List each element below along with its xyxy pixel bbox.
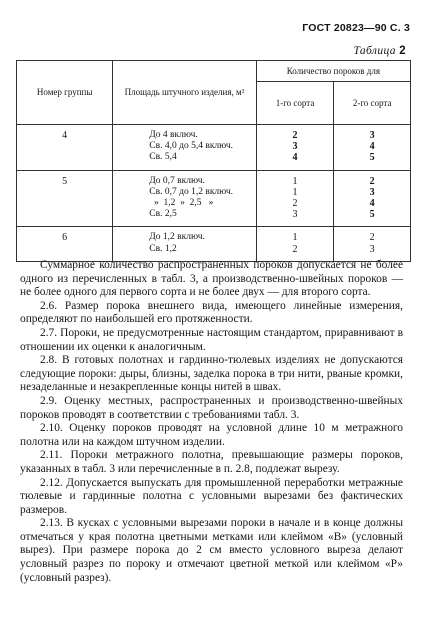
grade2-count: 4 (369, 198, 375, 210)
grade2-count: 5 (369, 152, 375, 164)
grade1-count: 2 (292, 243, 298, 255)
grade2-count: 4 (369, 141, 375, 153)
area-cell (113, 125, 256, 171)
grade1-count: 1 (292, 186, 298, 198)
grade1-cell (256, 125, 334, 171)
grade2-cell (334, 125, 411, 171)
paragraph: 2.10. Оценку пороков проводят на условной длине 10 м метражного полотна или на каждом штучном изделии. (20, 422, 403, 448)
grade1-count: 3 (292, 209, 298, 221)
paragraph: 2.13. В кусках с условными вырезами пороки в начале и в конце должны отмечаться у края полотна цветными метками или клеймом «В» (условный вырез). При размере порока до 2 см вместо условного выреза делают условный разрез по пороку и отмечают цветной меткой или клеймом «Р» (условный разрез). (20, 517, 403, 584)
paragraph: 2.7. Пороки, не предусмотренные настоящим стандартом, приравнивают в отношении их оценки к аналогичным. (20, 326, 403, 353)
grade2-count: 3 (369, 186, 375, 198)
grade1-count: 2 (292, 130, 298, 141)
area-cell (113, 227, 256, 261)
area-range: Св. 2,5 (149, 209, 177, 220)
table-caption-word: Таблица (353, 45, 396, 57)
area-range: Св. 1,2 (149, 243, 177, 254)
area-range: До 1,2 включ. (149, 232, 205, 243)
grade1-count: 2 (292, 198, 298, 210)
area-cell (113, 170, 256, 227)
grade2-count: 2 (369, 175, 375, 187)
table-row (17, 125, 411, 171)
grade2-count: 3 (369, 130, 375, 141)
grade2-cell (334, 170, 411, 227)
area-range: До 0,7 включ. (149, 175, 205, 186)
grade1-cell (256, 227, 334, 261)
header-grade1: 1-го сорта (256, 82, 334, 125)
group-number: 5 (17, 170, 113, 227)
area-range: Св. 5,4 (149, 152, 177, 163)
paragraph: 2.9. Оценку местных, распространенных и производственно-швейных пороков проводят в соответствии с требованиями табл. 3. (20, 394, 403, 421)
body-text (20, 259, 403, 585)
paragraph: 2.6. Размер порока внешнего вида, имеющего линейные измерения, определяют по наибольшей его протяженности. (20, 299, 403, 326)
grade1-count: 1 (292, 232, 298, 244)
grade2-count: 2 (369, 232, 375, 244)
header-count: Количество пороков для (256, 61, 410, 82)
paragraph: 2.8. В готовых полотнах и гардинно-тюлевых изделиях не допускаются следующие пороки: дыры, близны, заделка порока в три нити, рваные кромки, незаделанные и незакрепленные концы нитей в швах. (20, 354, 403, 394)
defects-table (16, 60, 411, 262)
grade2-cell (334, 227, 411, 261)
table-row (17, 170, 411, 227)
area-range: До 4 включ. (149, 130, 198, 140)
table-caption-number: 2 (399, 45, 406, 57)
group-number: 6 (17, 227, 113, 261)
group-number: 4 (17, 125, 113, 171)
area-range: Св. 0,7 до 1,2 включ. (149, 186, 234, 197)
table-caption (353, 45, 406, 57)
grade1-count: 1 (292, 175, 298, 187)
paragraph: 2.11. Пороки метражного полотна, превышающие размеры пороков, указанных в табл. 3 или перечисленные в п. 2.8, подлежат вырезу. (20, 449, 403, 475)
table-row (17, 227, 411, 261)
grade1-count: 4 (292, 152, 298, 164)
grade2-count: 3 (369, 243, 375, 255)
header-area: Площадь штучного изделия, м² (113, 61, 256, 125)
paragraph: Суммарное количество распространенных пороков допускается не более одного из перечисленных в табл. 3, а производственно-швейных пороков — не более одного для первого сорта и не более двух — для второго сорта. (20, 259, 403, 299)
paragraph: 2.12. Допускается выпускать для промышленной переработки метражные тюлевые и гардинные полотна с условными вырезами без фактических размеров. (20, 476, 403, 516)
header-group: Номер группы (17, 61, 113, 125)
grade1-count: 3 (292, 141, 298, 153)
page-header: ГОСТ 20823—90 С. 3 (302, 22, 410, 34)
area-range: Св. 4,0 до 5,4 включ. (149, 141, 234, 152)
header-grade2: 2-го сорта (334, 82, 411, 125)
grade2-count: 5 (369, 209, 375, 221)
grade1-cell (256, 170, 334, 227)
area-range: » 1,2 » 2,5 » (149, 198, 214, 209)
